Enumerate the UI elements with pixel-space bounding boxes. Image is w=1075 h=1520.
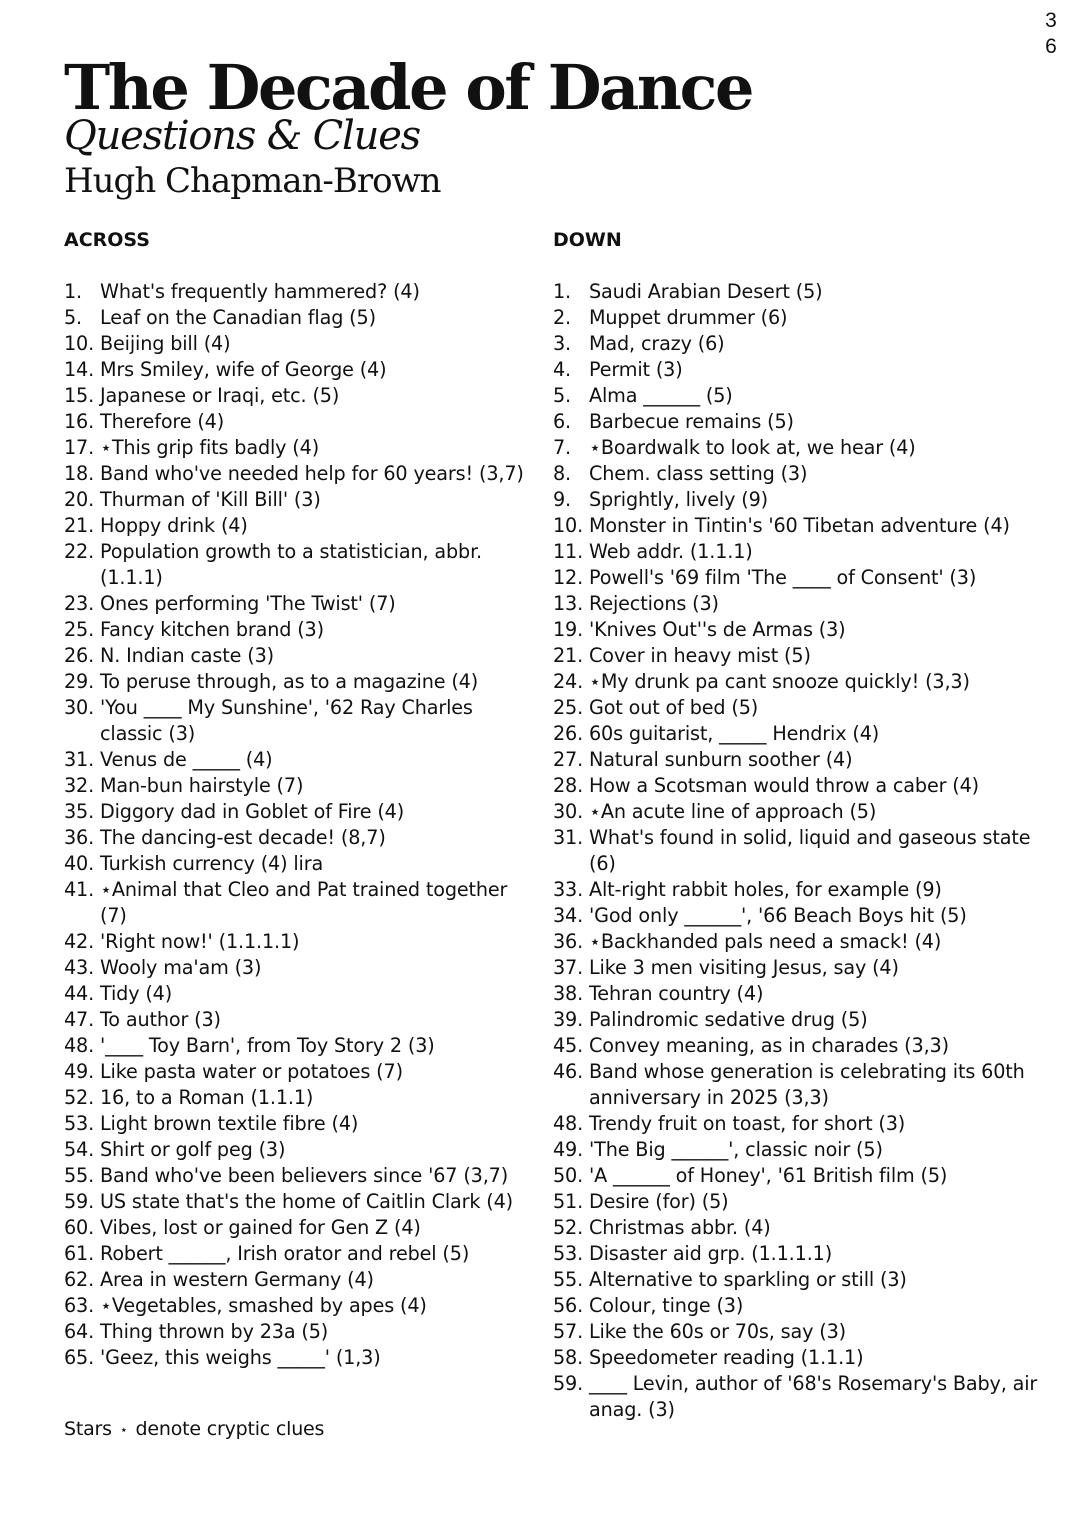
clue-text: 'Right now!' (1.1.1.1): [100, 930, 300, 953]
clue-number: 50.: [553, 1164, 584, 1187]
clue-number: 65.: [64, 1346, 95, 1369]
clue-text: Desire (for) (5): [589, 1190, 729, 1213]
across-clue: [64, 331, 539, 357]
clue-text: What's frequently hammered? (4): [100, 280, 420, 303]
clue-text: Diggory dad in Goblet of Fire (4): [100, 800, 405, 823]
clue-text: Wooly ma'am (3): [100, 956, 262, 979]
clue-text: 'A ______ of Honey', '61 British film (5): [589, 1164, 948, 1187]
across-clue: [64, 1241, 539, 1267]
clue-text: ____ Levin, author of '68's Rosemary's Baby, air anag. (3): [589, 1372, 1038, 1421]
down-clue: [553, 695, 1063, 721]
clue-text: Alma ______ (5): [589, 384, 733, 407]
clue-text: ⋆An acute line of approach (5): [589, 800, 877, 823]
footnote-text-start: Stars: [64, 1418, 112, 1440]
clue-number: 61.: [64, 1242, 95, 1265]
clue-text: ⋆Vegetables, smashed by apes (4): [100, 1294, 427, 1317]
clue-number: 51.: [553, 1190, 584, 1213]
clue-number: 30.: [553, 800, 584, 823]
down-clue: [553, 279, 1063, 305]
clue-number: 26.: [64, 644, 95, 667]
clue-number: 41.: [64, 878, 95, 901]
clue-text: Like the 60s or 70s, say (3): [589, 1320, 846, 1343]
down-clue: [553, 903, 1063, 929]
clue-text: Hoppy drink (4): [100, 514, 248, 537]
down-clue: [553, 1059, 1063, 1111]
down-clue: [553, 1163, 1063, 1189]
across-clue: [64, 643, 539, 669]
across-clue: [64, 461, 539, 487]
clue-text: Christmas abbr. (4): [589, 1216, 771, 1239]
down-clue: [553, 825, 1063, 877]
clue-text: 'The Big ______', classic noir (5): [589, 1138, 883, 1161]
clue-text: Alternative to sparkling or still (3): [589, 1268, 907, 1291]
clue-number: 1.: [553, 280, 572, 303]
clue-text: N. Indian caste (3): [100, 644, 274, 667]
clue-number: 5.: [553, 384, 572, 407]
clue-text: Area in western Germany (4): [100, 1268, 374, 1291]
star-icon: ⋆: [119, 1423, 128, 1438]
across-clue: [64, 877, 539, 929]
down-clue: [553, 955, 1063, 981]
down-clue: [553, 877, 1063, 903]
clue-text: Japanese or Iraqi, etc. (5): [100, 384, 340, 407]
down-clue: [553, 747, 1063, 773]
clue-number: 45.: [553, 1034, 584, 1057]
clue-text: Band who've been believers since '67 (3,7): [100, 1164, 509, 1187]
clue-text: Web addr. (1.1.1): [589, 540, 753, 563]
clue-text: Venus de _____ (4): [100, 748, 273, 771]
down-clue: [553, 435, 1063, 461]
clue-text: Band who've needed help for 60 years! (3,7): [100, 462, 524, 485]
across-clue: [64, 799, 539, 825]
down-clue: [553, 1137, 1063, 1163]
clue-number: 5.: [64, 306, 83, 329]
down-clue: [553, 773, 1063, 799]
down-clue: [553, 1293, 1063, 1319]
clue-number: 53.: [553, 1242, 584, 1265]
clue-number: 58.: [553, 1346, 584, 1369]
clue-text: ⋆Backhanded pals need a smack! (4): [589, 930, 942, 953]
clue-number: 34.: [553, 904, 584, 927]
across-clue-list: [64, 279, 539, 1371]
clue-text: Got out of bed (5): [589, 696, 759, 719]
clue-text: Leaf on the Canadian flag (5): [100, 306, 376, 329]
across-clue: [64, 929, 539, 955]
page-title: The Decade of Dance: [64, 51, 752, 124]
down-clue: [553, 1241, 1063, 1267]
clue-number: 42.: [64, 930, 95, 953]
clue-text: Cover in heavy mist (5): [589, 644, 811, 667]
clue-number: 39.: [553, 1008, 584, 1031]
clue-text: Convey meaning, as in charades (3,3): [589, 1034, 949, 1057]
clue-text: How a Scotsman would throw a caber (4): [589, 774, 980, 797]
clue-text: Rejections (3): [589, 592, 719, 615]
down-clue: [553, 1189, 1063, 1215]
down-clue: [553, 1319, 1063, 1345]
down-clue: [553, 1111, 1063, 1137]
clue-text: Thurman of 'Kill Bill' (3): [100, 488, 321, 511]
down-clue: [553, 591, 1063, 617]
clue-number: 48.: [64, 1034, 95, 1057]
clue-text: 60s guitarist, _____ Hendrix (4): [589, 722, 880, 745]
clue-number: 35.: [64, 800, 95, 823]
down-clue: [553, 1345, 1063, 1371]
clue-number: 55.: [64, 1164, 95, 1187]
clue-text: Like 3 men visiting Jesus, say (4): [589, 956, 899, 979]
down-clue: [553, 461, 1063, 487]
down-clue: [553, 1215, 1063, 1241]
clue-text: To author (3): [100, 1008, 221, 1031]
page-subtitle: Questions & Clues: [64, 113, 420, 159]
clue-number: 31.: [64, 748, 95, 771]
across-clue: [64, 1059, 539, 1085]
across-clue: [64, 1111, 539, 1137]
clue-text: Tidy (4): [100, 982, 173, 1005]
clue-text: Robert ______, Irish orator and rebel (5): [100, 1242, 470, 1265]
clue-text: Vibes, lost or gained for Gen Z (4): [100, 1216, 421, 1239]
clue-number: 2.: [553, 306, 572, 329]
clue-number: 38.: [553, 982, 584, 1005]
down-clue: [553, 669, 1063, 695]
across-clue: [64, 1137, 539, 1163]
clue-number: 31.: [553, 826, 584, 849]
clue-number: 56.: [553, 1294, 584, 1317]
clue-number: 22.: [64, 540, 95, 563]
clue-text: Barbecue remains (5): [589, 410, 794, 433]
across-clue: [64, 773, 539, 799]
down-clue: [553, 617, 1063, 643]
down-heading: DOWN: [553, 229, 622, 251]
clue-number: 32.: [64, 774, 95, 797]
clue-text: Ones performing 'The Twist' (7): [100, 592, 396, 615]
across-clue: [64, 409, 539, 435]
clue-text: Alt-right rabbit holes, for example (9): [589, 878, 942, 901]
down-clue: [553, 565, 1063, 591]
clue-text: 'God only ______', '66 Beach Boys hit (5): [589, 904, 967, 927]
across-clue: [64, 747, 539, 773]
across-clue: [64, 669, 539, 695]
clue-text: Permit (3): [589, 358, 683, 381]
clue-number: 49.: [553, 1138, 584, 1161]
clue-text: Palindromic sedative drug (5): [589, 1008, 868, 1031]
across-clue: [64, 955, 539, 981]
clue-number: 29.: [64, 670, 95, 693]
clue-number: 40.: [64, 852, 95, 875]
clue-number: 14.: [64, 358, 95, 381]
down-clue: [553, 1371, 1063, 1423]
down-clue: [553, 513, 1063, 539]
across-clue: [64, 1345, 539, 1371]
across-clue: [64, 1215, 539, 1241]
clue-number: 15.: [64, 384, 95, 407]
clue-text: Beijing bill (4): [100, 332, 231, 355]
across-clue: [64, 435, 539, 461]
across-clue: [64, 279, 539, 305]
across-clue: [64, 981, 539, 1007]
clue-text: Monster in Tintin's '60 Tibetan adventure (4): [589, 514, 1010, 537]
clue-number: 4.: [553, 358, 572, 381]
down-clue: [553, 331, 1063, 357]
clue-number: 49.: [64, 1060, 95, 1083]
clue-text: Chem. class setting (3): [589, 462, 808, 485]
clue-number: 36.: [553, 930, 584, 953]
clue-text: Natural sunburn soother (4): [589, 748, 853, 771]
clue-number: 6.: [553, 410, 572, 433]
clue-number: 60.: [64, 1216, 95, 1239]
clue-text: ⋆This grip fits badly (4): [100, 436, 320, 459]
across-clue: [64, 1189, 539, 1215]
footnote: [64, 1416, 324, 1444]
clue-number: 33.: [553, 878, 584, 901]
across-clue: [64, 539, 539, 591]
across-clue: [64, 1293, 539, 1319]
down-clue: [553, 539, 1063, 565]
page-number: [1043, 8, 1059, 60]
clue-text: Disaster aid grp. (1.1.1.1): [589, 1242, 833, 1265]
author-name: Hugh Chapman-Brown: [64, 161, 441, 201]
clue-number: 28.: [553, 774, 584, 797]
clue-number: 7.: [553, 436, 572, 459]
across-clue: [64, 1033, 539, 1059]
clue-number: 18.: [64, 462, 95, 485]
footnote-text-end: denote cryptic clues: [135, 1418, 325, 1440]
clue-number: 21.: [553, 644, 584, 667]
clue-number: 52.: [64, 1086, 95, 1109]
clue-number: 55.: [553, 1268, 584, 1291]
clue-text: Colour, tinge (3): [589, 1294, 744, 1317]
clue-number: 24.: [553, 670, 584, 693]
clue-number: 21.: [64, 514, 95, 537]
across-clue: [64, 695, 539, 747]
clue-text: ⋆My drunk pa cant snooze quickly! (3,3): [589, 670, 970, 693]
clue-text: Mad, crazy (6): [589, 332, 725, 355]
clue-text: Turkish currency (4) lira: [100, 852, 324, 875]
clue-text: Muppet drummer (6): [589, 306, 788, 329]
clue-number: 53.: [64, 1112, 95, 1135]
across-clue: [64, 1007, 539, 1033]
clue-text: Shirt or golf peg (3): [100, 1138, 286, 1161]
down-clue: [553, 305, 1063, 331]
clue-text: 'You ____ My Sunshine', '62 Ray Charles classic (3): [100, 696, 473, 745]
clue-number: 25.: [64, 618, 95, 641]
clue-text: Fancy kitchen brand (3): [100, 618, 324, 641]
clue-text: Mrs Smiley, wife of George (4): [100, 358, 387, 381]
down-clue: [553, 409, 1063, 435]
clue-text: Saudi Arabian Desert (5): [589, 280, 823, 303]
clue-number: 12.: [553, 566, 584, 589]
down-clue: [553, 357, 1063, 383]
clue-text: ⋆Boardwalk to look at, we hear (4): [589, 436, 916, 459]
clue-text: Man-bun hairstyle (7): [100, 774, 304, 797]
clue-number: 64.: [64, 1320, 95, 1343]
across-clue: [64, 1163, 539, 1189]
across-clue: [64, 487, 539, 513]
down-clue: [553, 981, 1063, 1007]
clue-number: 63.: [64, 1294, 95, 1317]
down-clue: [553, 1267, 1063, 1293]
clue-number: 54.: [64, 1138, 95, 1161]
clue-number: 23.: [64, 592, 95, 615]
clue-number: 43.: [64, 956, 95, 979]
clue-text: Thing thrown by 23a (5): [100, 1320, 329, 1343]
page-number-digit: 3: [1045, 9, 1057, 32]
down-clue-list: [553, 279, 1063, 1423]
across-clue: [64, 591, 539, 617]
clue-number: 16.: [64, 410, 95, 433]
clue-text: Like pasta water or potatoes (7): [100, 1060, 403, 1083]
clue-text: Light brown textile fibre (4): [100, 1112, 359, 1135]
clue-number: 30.: [64, 696, 95, 719]
clue-text: ⋆Animal that Cleo and Pat trained together (7): [100, 878, 508, 927]
across-clue: [64, 851, 539, 877]
across-clue: [64, 305, 539, 331]
clue-number: 59.: [64, 1190, 95, 1213]
clue-number: 37.: [553, 956, 584, 979]
across-clue: [64, 383, 539, 409]
down-clue: [553, 799, 1063, 825]
down-clue: [553, 643, 1063, 669]
down-clue: [553, 721, 1063, 747]
clue-number: 57.: [553, 1320, 584, 1343]
across-clue: [64, 1085, 539, 1111]
clue-number: 36.: [64, 826, 95, 849]
across-clue: [64, 513, 539, 539]
across-clue: [64, 1319, 539, 1345]
across-heading: ACROSS: [64, 229, 150, 251]
clue-text: The dancing-est decade! (8,7): [100, 826, 386, 849]
down-clue: [553, 383, 1063, 409]
across-clue: [64, 825, 539, 851]
clue-text: '____ Toy Barn', from Toy Story 2 (3): [100, 1034, 435, 1057]
clue-number: 52.: [553, 1216, 584, 1239]
clue-text: Powell's '69 film 'The ____ of Consent' (3): [589, 566, 977, 589]
clue-number: 59.: [553, 1372, 584, 1395]
clue-number: 26.: [553, 722, 584, 745]
across-clue: [64, 1267, 539, 1293]
clue-number: 13.: [553, 592, 584, 615]
clue-text: Band whose generation is celebrating its 60th anniversary in 2025 (3,3): [589, 1060, 1025, 1109]
clue-number: 17.: [64, 436, 95, 459]
clue-text: US state that's the home of Caitlin Clark (4): [100, 1190, 513, 1213]
clue-number: 27.: [553, 748, 584, 771]
clue-number: 10.: [64, 332, 95, 355]
clue-number: 8.: [553, 462, 572, 485]
clue-text: Sprightly, lively (9): [589, 488, 768, 511]
clue-number: 48.: [553, 1112, 584, 1135]
clue-number: 11.: [553, 540, 584, 563]
clue-text: 'Geez, this weighs _____' (1,3): [100, 1346, 381, 1369]
across-clue: [64, 357, 539, 383]
clue-number: 9.: [553, 488, 572, 511]
clue-text: To peruse through, as to a magazine (4): [100, 670, 479, 693]
page-number-digit: 6: [1045, 35, 1057, 58]
clue-text: Speedometer reading (1.1.1): [589, 1346, 864, 1369]
clue-text: Therefore (4): [100, 410, 225, 433]
clue-number: 3.: [553, 332, 572, 355]
clue-number: 44.: [64, 982, 95, 1005]
clue-number: 1.: [64, 280, 83, 303]
clue-number: 10.: [553, 514, 584, 537]
down-clue: [553, 487, 1063, 513]
clue-number: 62.: [64, 1268, 95, 1291]
clue-number: 25.: [553, 696, 584, 719]
clue-text: Trendy fruit on toast, for short (3): [589, 1112, 906, 1135]
down-clue: [553, 929, 1063, 955]
clue-number: 47.: [64, 1008, 95, 1031]
down-clue: [553, 1033, 1063, 1059]
clue-number: 19.: [553, 618, 584, 641]
clue-number: 46.: [553, 1060, 584, 1083]
clue-number: 20.: [64, 488, 95, 511]
clue-text: Population growth to a statistician, abbr. (1.1.1): [100, 540, 483, 589]
clue-text: What's found in solid, liquid and gaseous state (6): [589, 826, 1031, 875]
clue-text: Tehran country (4): [589, 982, 764, 1005]
down-clue: [553, 1007, 1063, 1033]
across-clue: [64, 617, 539, 643]
clue-text: 'Knives Out''s de Armas (3): [589, 618, 846, 641]
clue-text: 16, to a Roman (1.1.1): [100, 1086, 314, 1109]
